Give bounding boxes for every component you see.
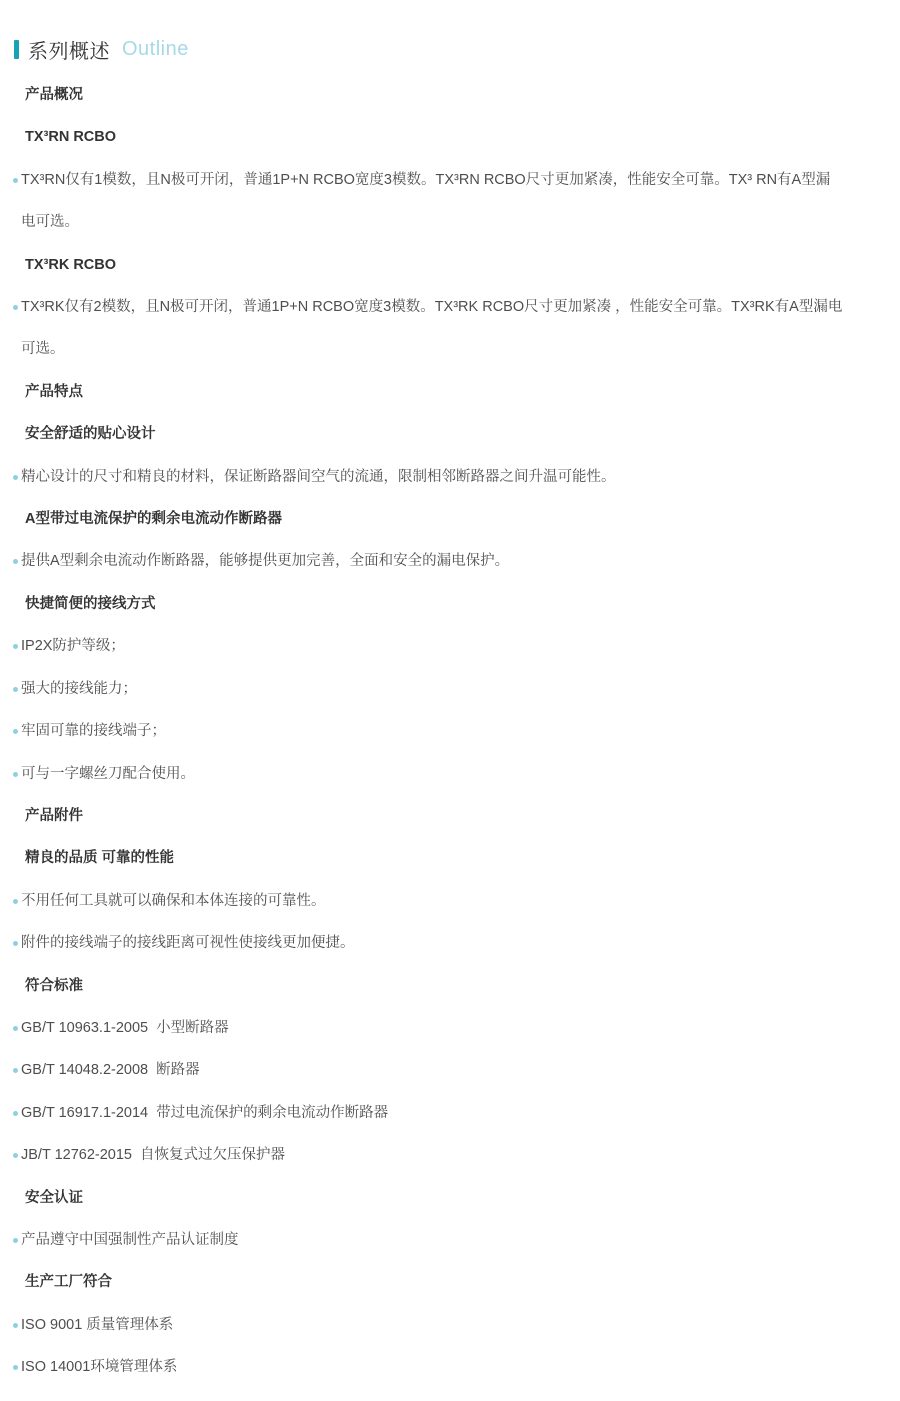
section-heading xyxy=(0,795,845,837)
section-heading xyxy=(0,74,845,116)
bullet-item xyxy=(0,1304,843,1346)
bullet-item xyxy=(0,159,843,244)
bullet-dot-icon xyxy=(13,772,18,777)
bullet-dot-icon xyxy=(13,1153,18,1158)
bullet-item xyxy=(0,625,843,667)
section-heading xyxy=(0,583,845,625)
bullet-dot-icon xyxy=(13,475,18,480)
bullet-dot-icon xyxy=(13,1323,18,1328)
page-header xyxy=(0,0,900,62)
heading-text: TX³RK RCBO xyxy=(25,256,117,273)
heading-text: 生产工厂符合 xyxy=(25,1274,112,1291)
bullet-text: GB/T 14048.2-2008 断路器 xyxy=(21,1062,200,1079)
bullet-item xyxy=(0,710,843,752)
section-heading xyxy=(0,1177,845,1219)
bullet-text: GB/T 10963.1-2005 小型断路器 xyxy=(21,1019,229,1036)
section-heading xyxy=(0,413,845,455)
bullet-item xyxy=(0,668,843,710)
bullet-item xyxy=(0,1219,843,1261)
bullet-text: GB/T 16917.1-2014 带过电流保护的剩余电流动作断路器 xyxy=(21,1104,389,1121)
bullet-text: ISO 14001环境管理体系 xyxy=(21,1359,178,1376)
bullet-text: 产品遵守中国强制性产品认证制度 xyxy=(21,1231,239,1248)
bullet-item xyxy=(0,456,843,498)
bullet-dot-icon xyxy=(13,941,18,946)
heading-text: A型带过电流保护的剩余电流动作断路器 xyxy=(25,511,282,528)
bullet-dot-icon xyxy=(13,899,18,904)
bullet-dot-icon xyxy=(13,559,18,564)
bullet-item xyxy=(0,880,843,922)
bullet-item xyxy=(0,1049,843,1091)
content-list xyxy=(0,74,860,1389)
heading-text: 产品附件 xyxy=(25,807,83,824)
bullet-text: JB/T 12762-2015 自恢复式过欠压保护器 xyxy=(21,1147,286,1164)
heading-text: 符合标准 xyxy=(25,977,83,994)
bullet-item xyxy=(0,922,843,964)
heading-text: 安全舒适的贴心设计 xyxy=(25,426,156,443)
bullet-item xyxy=(0,286,843,371)
bullet-text: TX³RK仅有2模数，且N极可开闭，普通1P+N RCBO宽度3模数。TX³RK RCBO尺寸更加紧凑 ，性能安全可靠。TX³RK有A型漏电可选。 xyxy=(21,299,843,358)
page-subtitle: Outline xyxy=(122,37,189,60)
bullet-text: 提供A型剩余电流动作断路器，能够提供更加完善，全面和安全的漏电保护。 xyxy=(21,553,510,570)
bullet-text: 强大的接线能力； xyxy=(21,680,137,697)
bullet-dot-icon xyxy=(13,687,18,692)
heading-text: 产品特点 xyxy=(25,383,83,400)
bullet-dot-icon xyxy=(13,305,18,310)
bullet-dot-icon xyxy=(13,1111,18,1116)
heading-text: 精良的品质 可靠的性能 xyxy=(25,850,175,867)
bullet-text: TX³RN仅有1模数，且N极可开闭，普通1P+N RCBO宽度3模数。TX³RN RCBO尺寸更加紧凑，性能安全可靠。TX³ RN有A型漏电可选。 xyxy=(21,171,831,231)
bullet-dot-icon xyxy=(13,644,18,649)
bullet-dot-icon xyxy=(13,1365,18,1370)
heading-text: 产品概况 xyxy=(25,87,83,103)
bullet-dot-icon xyxy=(13,1068,18,1073)
section-heading xyxy=(0,837,845,879)
heading-text: TX³RN RCBO xyxy=(25,129,117,146)
section-heading xyxy=(0,244,845,286)
heading-text: 安全认证 xyxy=(25,1189,83,1206)
bullet-text: 牢固可靠的接线端子； xyxy=(21,723,166,740)
section-heading xyxy=(0,371,845,413)
section-heading xyxy=(0,116,845,158)
section-heading xyxy=(0,498,845,540)
page-title: 系列概述 xyxy=(28,40,110,63)
section-heading xyxy=(0,1261,845,1303)
bullet-item xyxy=(0,540,843,582)
bullet-item xyxy=(0,1134,843,1176)
bullet-text: IP2X防护等级； xyxy=(21,638,125,655)
section-heading xyxy=(0,965,845,1007)
heading-text: 快捷简便的接线方式 xyxy=(25,595,156,612)
bullet-item xyxy=(0,753,843,795)
bullet-text: ISO 9001 质量管理体系 xyxy=(21,1316,174,1333)
bullet-item xyxy=(0,1346,843,1388)
accent-bar-icon xyxy=(14,40,19,59)
bullet-text: 可与一字螺丝刀配合使用。 xyxy=(21,765,195,782)
bullet-text: 不用任何工具就可以确保和本体连接的可靠性。 xyxy=(21,892,326,909)
bullet-dot-icon xyxy=(13,1026,18,1031)
bullet-item xyxy=(0,1092,843,1134)
bullet-dot-icon xyxy=(13,729,18,734)
bullet-item xyxy=(0,1007,843,1049)
bullet-dot-icon xyxy=(13,178,18,183)
bullet-dot-icon xyxy=(13,1238,18,1243)
bullet-text: 附件的接线端子的接线距离可视性使接线更加便捷。 xyxy=(21,935,355,952)
bullet-text: 精心设计的尺寸和精良的材料，保证断路器间空气的流通，限制相邻断路器之间升温可能性。 xyxy=(21,468,616,485)
